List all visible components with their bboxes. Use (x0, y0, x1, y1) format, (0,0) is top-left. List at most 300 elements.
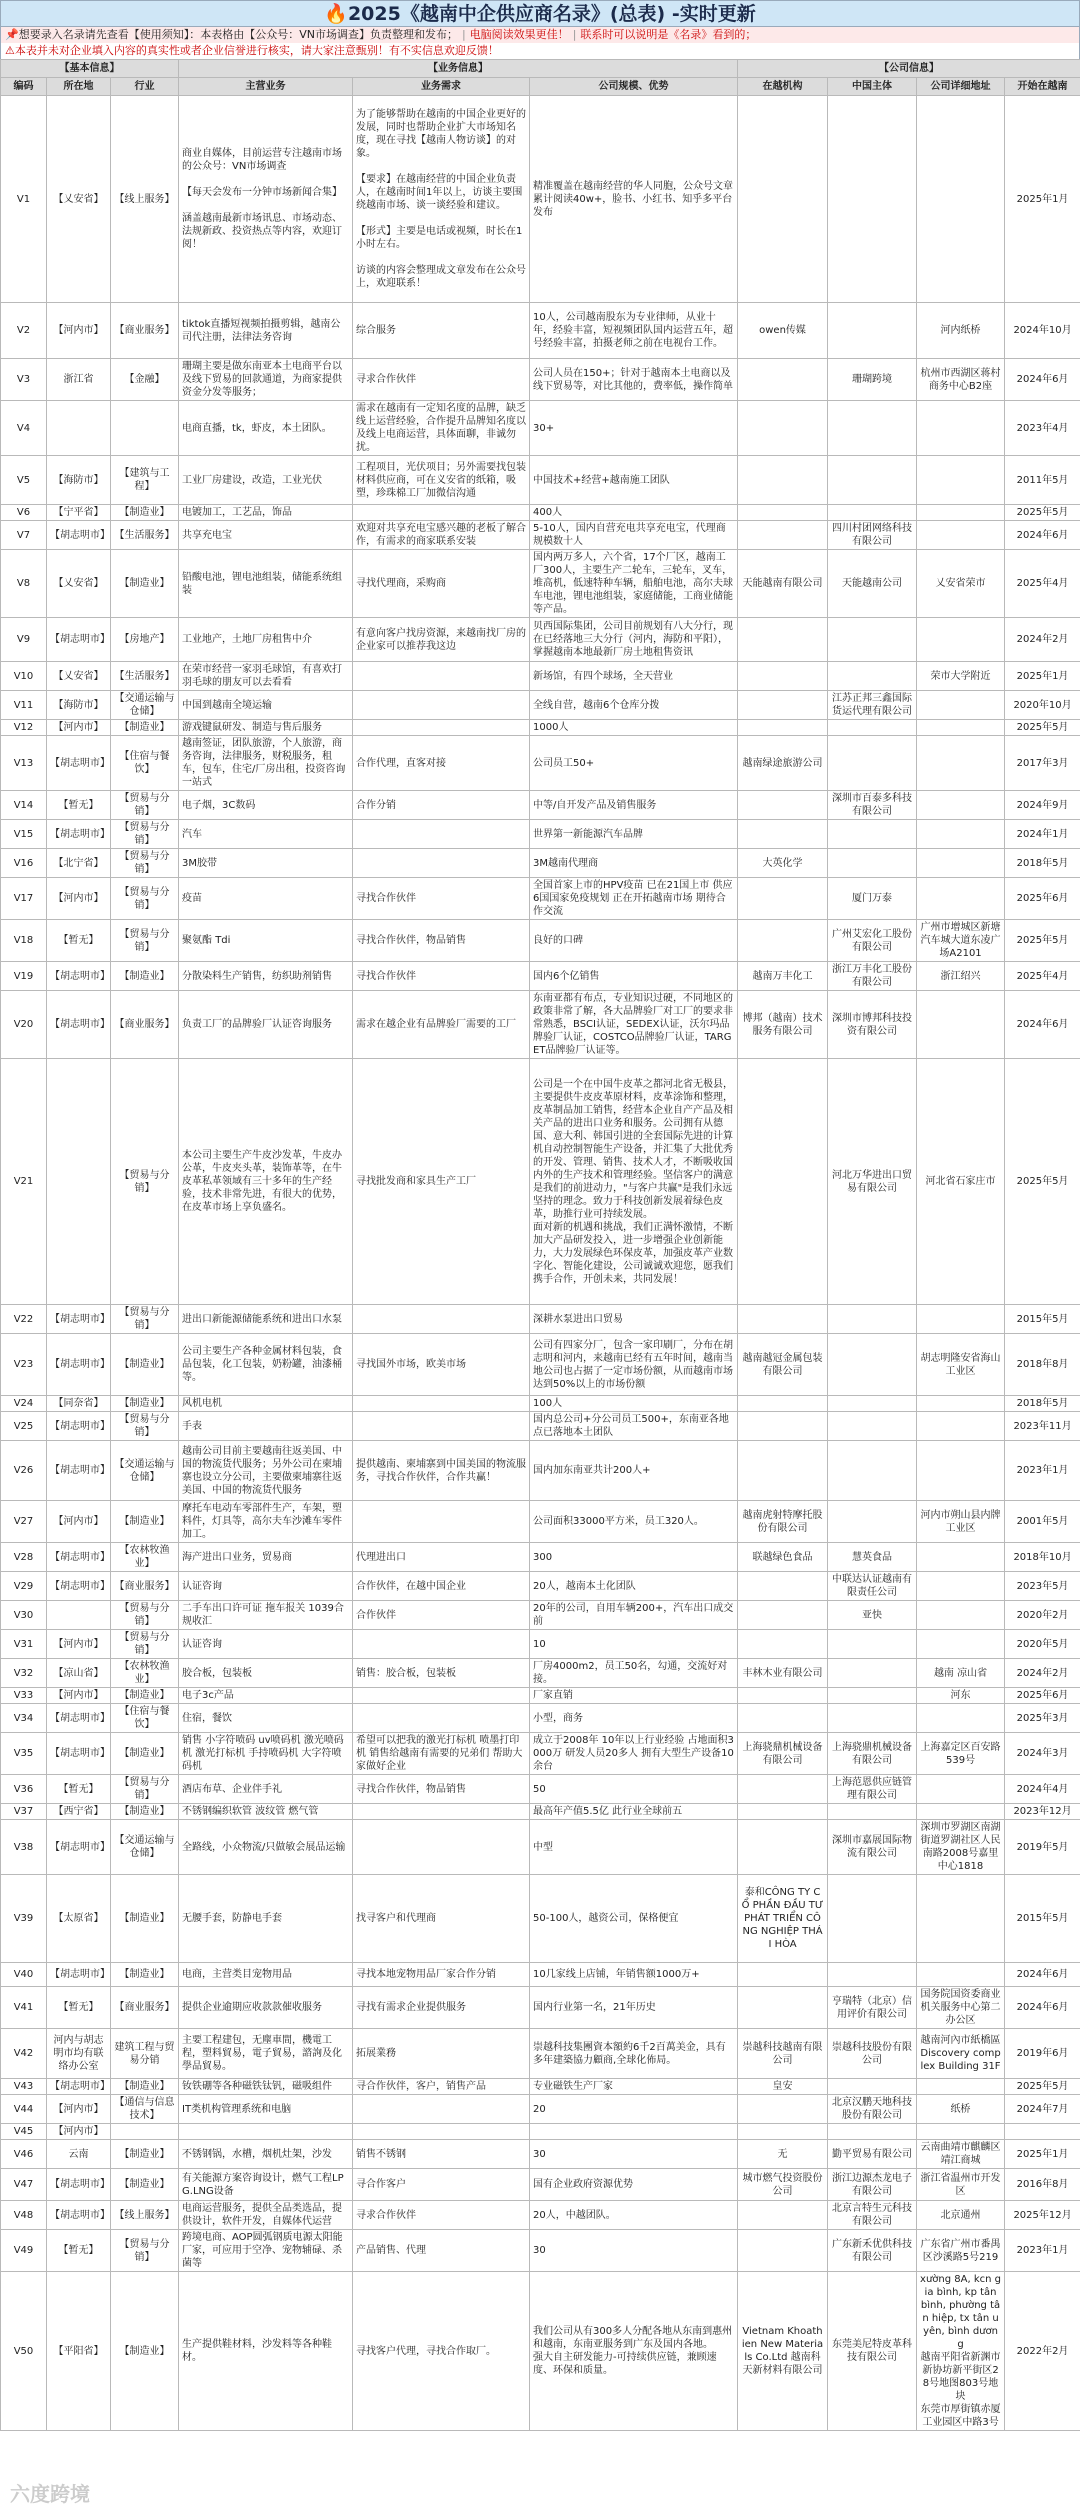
cell-id: V27 (1, 1501, 47, 1543)
cell-address (917, 96, 1005, 303)
cell-industry: 【贸易与分销】 (111, 920, 179, 962)
cell-main-business: 公司主要生产各种金属材料包装，食品包装，化工包装，奶粉罐，油漆桶等。 (179, 1334, 353, 1396)
table-row (1, 849, 1080, 878)
cell-main-business: 疫苗 (179, 878, 353, 920)
cell-location: 【胡志明市】 (47, 1334, 111, 1396)
cell-industry (111, 2124, 179, 2140)
cell-business-need (353, 1804, 530, 1820)
cell-industry: 【制造业】 (111, 962, 179, 991)
table-row (1, 359, 1080, 401)
cell-id: V3 (1, 359, 47, 401)
cell-vn-org: 越南越冠金属包装有限公司 (738, 1334, 828, 1396)
table-row (1, 791, 1080, 820)
cell-industry: 【贸易与分销】 (111, 1412, 179, 1441)
cell-cn-entity (828, 1501, 917, 1543)
cell-location: 【胡志明市】 (47, 1820, 111, 1875)
cell-address (917, 1704, 1005, 1733)
cell-main-business: 钕铁硼等各种磁铁钛钒，磁吸组件 (179, 2079, 353, 2095)
cell-start-date: 2024年3月 (1005, 1733, 1080, 1775)
cell-scale: 10人，公司越南股东为专业律师，从业十年，经验丰富，短视频团队国内运营五年，超号经验丰富，拍摄老师之前在电视台工作。 (530, 303, 738, 359)
cell-location: 【胡志明市】 (47, 820, 111, 849)
cell-business-need (353, 1688, 530, 1704)
cell-main-business: 电子烟，3C数码 (179, 791, 353, 820)
cell-industry: 【贸易与分销】 (111, 1305, 179, 1334)
cell-id: V35 (1, 1733, 47, 1775)
cell-vn-org (738, 1704, 828, 1733)
cell-scale: 20 (530, 2095, 738, 2124)
cell-id: V50 (1, 2272, 47, 2431)
cell-business-need: 产品销售、代理 (353, 2230, 530, 2272)
cell-industry: 【贸易与分销】 (111, 1630, 179, 1659)
cell-main-business: 全路线，小众物流/只做敏会展品运输 (179, 1820, 353, 1875)
cell-id: V33 (1, 1688, 47, 1704)
cell-start-date: 2025年1月 (1005, 2140, 1080, 2169)
cell-address (917, 691, 1005, 720)
cell-scale: 专业磁铁生产厂家 (530, 2079, 738, 2095)
cell-scale: 中国技术+经营+越南施工团队 (530, 456, 738, 505)
cell-industry: 【制造业】 (111, 550, 179, 618)
cell-cn-entity (828, 820, 917, 849)
cell-address (917, 1441, 1005, 1501)
cell-address (917, 1572, 1005, 1601)
cell-industry: 【制造业】 (111, 1334, 179, 1396)
usage-notice (0, 27, 1080, 43)
cell-start-date: 2025年4月 (1005, 550, 1080, 618)
table-row (1, 962, 1080, 991)
supplier-table (0, 59, 1080, 2431)
cell-cn-entity (828, 2124, 917, 2140)
cell-main-business: 无腰手套，防静电手套 (179, 1875, 353, 1963)
cell-scale: 国内两万多人，六个省，17个厂区，越南工厂300人，主要生产二轮车，三轮车，叉车，堆高机，低速特种车辆，船舶电池，高尔夫球车电池，锂电池组装，家庭储能，工商业储能等产品。 (530, 550, 738, 618)
notice-separator: | (461, 28, 466, 41)
cell-start-date (1005, 2124, 1080, 2140)
notice-part3: 联系时可以说明是《名录》看到的； (580, 28, 757, 41)
cell-vn-org (738, 1688, 828, 1704)
cell-business-need: 寻找合作伙伴，物品销售 (353, 920, 530, 962)
cell-business-need: 为了能够帮助在越南的中国企业更好的发展，同时也帮助企业扩大市场知名度，现在寻找【越南人物访谈】的对象。 【要求】在越南经营的中国企业负责人，在越南时间1年以上，访谈主要围绕越南市场、谈一谈经验和建议。 【形式】主要是电话或视频，时长在1小时左右。 访谈的内容会整理成文章发布在公众号上，欢迎联系！ (353, 96, 530, 303)
cell-address (917, 1412, 1005, 1441)
cell-id: V44 (1, 2095, 47, 2124)
group-header-basic: 【基本信息】 (1, 60, 179, 78)
table-row (1, 1963, 1080, 1987)
cell-address: 河北省石家庄市 (917, 1059, 1005, 1305)
cell-start-date: 2024年1月 (1005, 820, 1080, 849)
table-row (1, 820, 1080, 849)
cell-address (917, 878, 1005, 920)
cell-industry: 【贸易与分销】 (111, 849, 179, 878)
cell-start-date: 2024年4月 (1005, 1775, 1080, 1804)
cell-id: V23 (1, 1334, 47, 1396)
cell-industry (111, 401, 179, 456)
cell-industry: 【生活服务】 (111, 662, 179, 691)
cell-scale: 东南亚都有布点，专业知识过硬，不同地区的政策非常了解，各大品牌验厂对工厂的要求非常熟悉，BSCI认证，SEDEX认证，沃尔玛品牌验厂认证，COSTCO品牌验厂认证，TARGET品牌验厂认证等。 (530, 991, 738, 1059)
cell-start-date: 2015年5月 (1005, 1875, 1080, 1963)
cell-scale: 最高年产值5.5亿 此行业全球前五 (530, 1804, 738, 1820)
cell-scale: 30 (530, 2230, 738, 2272)
cell-location: 【河内市】 (47, 1688, 111, 1704)
cell-scale (530, 2124, 738, 2140)
cell-business-need: 销售：胶合板，包装板 (353, 1659, 530, 1688)
cell-scale: 1000人 (530, 720, 738, 736)
cell-main-business: 不锈钢编织软管 波纹管 燃气管 (179, 1804, 353, 1820)
table-row (1, 2140, 1080, 2169)
cell-start-date: 2016年8月 (1005, 2169, 1080, 2201)
cell-vn-org (738, 1412, 828, 1441)
cell-id: V8 (1, 550, 47, 618)
cell-industry: 建筑工程与贸易分销 (111, 2029, 179, 2079)
cell-industry: 【制造业】 (111, 505, 179, 521)
cell-id: V22 (1, 1305, 47, 1334)
cell-start-date: 2025年3月 (1005, 1704, 1080, 1733)
cell-industry: 【制造业】 (111, 2140, 179, 2169)
cell-vn-org (738, 820, 828, 849)
cell-cn-entity: 浙江边源杰龙电子有限公司 (828, 2169, 917, 2201)
cell-cn-entity (828, 1305, 917, 1334)
cell-cn-entity: 浙江万丰化工股份有限公司 (828, 962, 917, 991)
cell-cn-entity (828, 1875, 917, 1963)
table-row (1, 2169, 1080, 2201)
cell-vn-org (738, 1601, 828, 1630)
cell-main-business: 汽车 (179, 820, 353, 849)
cell-main-business: 不锈钢锅，水槽，烟机灶架，沙发 (179, 2140, 353, 2169)
group-header-company: 【公司信息】 (738, 60, 1080, 78)
cell-address: 荣市大学附近 (917, 662, 1005, 691)
cell-vn-org (738, 96, 828, 303)
cell-id: V49 (1, 2230, 47, 2272)
cell-business-need: 寻合作伙伴，客户，销售产品 (353, 2079, 530, 2095)
cell-business-need: 销售不锈钢 (353, 2140, 530, 2169)
cell-address (917, 849, 1005, 878)
cell-scale: 300 (530, 1543, 738, 1572)
cell-location: 【河内市】 (47, 303, 111, 359)
cell-main-business: 酒店布草、企业伴手礼 (179, 1775, 353, 1804)
cell-scale: 全线自营，越南6个仓库分拨 (530, 691, 738, 720)
cell-location: 【海防市】 (47, 456, 111, 505)
cell-main-business: 负责工厂的品牌验厂认证咨询服务 (179, 991, 353, 1059)
cell-scale: 厂房4000m2，员工50名，勾通，交流好对接。 (530, 1659, 738, 1688)
table-row (1, 1820, 1080, 1875)
cell-vn-org: 博邦（越南）技术服务有限公司 (738, 991, 828, 1059)
warning-icon: ⚠ (5, 44, 15, 57)
cell-main-business: 电商，主营类目宠物用品 (179, 1963, 353, 1987)
cell-cn-entity (828, 1441, 917, 1501)
cell-vn-org (738, 920, 828, 962)
cell-business-need: 寻求合作伙伴 (353, 359, 530, 401)
cell-cn-entity (828, 1412, 917, 1441)
cell-id: V7 (1, 521, 47, 550)
cell-location: 【太原省】 (47, 1875, 111, 1963)
cell-business-need: 寻找批发商和家具生产工厂 (353, 1059, 530, 1305)
cell-main-business: 工业厂房建设，改造，工业光伏 (179, 456, 353, 505)
table-row (1, 1601, 1080, 1630)
col-header-business-need: 业务需求 (353, 78, 530, 96)
cell-vn-org (738, 1441, 828, 1501)
cell-address (917, 820, 1005, 849)
cell-scale: 国内总公司+分公司员工500+，东南亚各地点已落地本土团队 (530, 1412, 738, 1441)
cell-location: 【河内市】 (47, 878, 111, 920)
cell-location: 【暂无】 (47, 1775, 111, 1804)
table-row (1, 1875, 1080, 1963)
cell-location: 【胡志明市】 (47, 521, 111, 550)
table-row (1, 2079, 1080, 2095)
cell-industry: 【交通运输与仓储】 (111, 1820, 179, 1875)
cell-location: 【河内市】 (47, 1630, 111, 1659)
cell-start-date: 2023年1月 (1005, 2230, 1080, 2272)
cell-scale: 10几家线上店铺，年销售额1000万+ (530, 1963, 738, 1987)
cell-address (917, 1775, 1005, 1804)
cell-address (917, 991, 1005, 1059)
cell-main-business: 共享充电宝 (179, 521, 353, 550)
group-header-row (1, 60, 1080, 78)
cell-location: 【胡志明市】 (47, 991, 111, 1059)
cell-address (917, 720, 1005, 736)
cell-scale: 我们公司从有300多人分配各地从东南到惠州和越南，东南亚服务到广东及国内各地。 强大自主研发能力-可持续供应链，兼顾速度、环保和质量。 (530, 2272, 738, 2431)
table-row (1, 1334, 1080, 1396)
cell-business-need (353, 1820, 530, 1875)
cell-start-date: 2025年5月 (1005, 720, 1080, 736)
cell-location: 【胡志明市】 (47, 1733, 111, 1775)
cell-vn-org (738, 2201, 828, 2230)
cell-id: V10 (1, 662, 47, 691)
cell-industry: 【制造业】 (111, 2169, 179, 2201)
cell-main-business: 跨境电商、AOP圆弧钢质电源太阳能厂家，可应用于空净、宠物辅碌、杀菌等 (179, 2230, 353, 2272)
cell-scale: 成立于2008年 10年以上行业经验 占地面积3000万 研发人员20多人 拥有大型生产设备10余台 (530, 1733, 738, 1775)
cell-vn-org (738, 521, 828, 550)
cell-industry: 【贸易与分销】 (111, 1059, 179, 1305)
cell-industry: 【金融】 (111, 359, 179, 401)
cell-cn-entity: 亨瑞特（北京）信用评价有限公司 (828, 1987, 917, 2029)
cell-id: V2 (1, 303, 47, 359)
cell-id: V38 (1, 1820, 47, 1875)
cell-start-date: 2025年12月 (1005, 2201, 1080, 2230)
cell-address (917, 1396, 1005, 1412)
cell-industry: 【制造业】 (111, 720, 179, 736)
cell-business-need: 寻找合作伙伴 (353, 962, 530, 991)
cell-scale: 公司面积33000平方米，员工320人。 (530, 1501, 738, 1543)
disclaimer-text: 本表并未对企业填入内容的真实性或者企业信誉进行核实，请大家注意甄别！有不实信息欢迎反馈！ (14, 44, 499, 57)
cell-cn-entity (828, 1630, 917, 1659)
cell-scale: 中型 (530, 1820, 738, 1875)
cell-main-business: 认证咨询 (179, 1630, 353, 1659)
cell-vn-org (738, 2124, 828, 2140)
cell-business-need: 合作伙伴，在越中国企业 (353, 1572, 530, 1601)
cell-scale: 国有企业政府资源优势 (530, 2169, 738, 2201)
cell-main-business: 摩托车电动车零部件生产，车架，塑料件，灯具等，高尔夫车沙滩车零件加工。 (179, 1501, 353, 1543)
cell-business-need: 综合服务 (353, 303, 530, 359)
cell-address (917, 736, 1005, 791)
cell-main-business: 住宿，餐饮 (179, 1704, 353, 1733)
cell-main-business: 商业自媒体，目前运营专注越南市场的公众号：VN市场调查 【每天会发布一分钟市场新闻合集】 涵盖越南最新市场讯息、市场动态、法规新政、投资热点等内容，欢迎订阅！ (179, 96, 353, 303)
cell-start-date: 2020年5月 (1005, 1630, 1080, 1659)
cell-cn-entity (828, 505, 917, 521)
cell-main-business: 有关能源方案咨询设计，燃气工程LPG.LNG设备 (179, 2169, 353, 2201)
cell-industry: 【制造业】 (111, 1804, 179, 1820)
cell-industry: 【线上服务】 (111, 96, 179, 303)
cell-location: 【河内市】 (47, 1501, 111, 1543)
table-row (1, 1688, 1080, 1704)
notice-part2: 电脑阅读效果更佳！ (469, 28, 569, 41)
cell-id: V47 (1, 2169, 47, 2201)
cell-location: 【同奈省】 (47, 1396, 111, 1412)
table-row (1, 2230, 1080, 2272)
cell-industry: 【制造业】 (111, 1396, 179, 1412)
cell-industry: 【农林牧渔业】 (111, 1543, 179, 1572)
cell-start-date: 2025年1月 (1005, 96, 1080, 303)
cell-location: 【海防市】 (47, 691, 111, 720)
cell-id: V32 (1, 1659, 47, 1688)
cell-id: V18 (1, 920, 47, 962)
cell-industry: 【制造业】 (111, 1733, 179, 1775)
cell-business-need (353, 1412, 530, 1441)
page-title (0, 0, 1080, 27)
cell-start-date: 2018年8月 (1005, 1334, 1080, 1396)
table-row (1, 2272, 1080, 2431)
group-header-business: 【业务信息】 (179, 60, 738, 78)
cell-start-date: 2024年6月 (1005, 991, 1080, 1059)
notice-part1: 想要录入名录请先查看【使用须知】：本表格由【公众号：VN市场调查】负责整理和发布； (18, 28, 458, 41)
cell-vn-org: owen传媒 (738, 303, 828, 359)
cell-address (917, 505, 1005, 521)
cell-scale: 深耕水泵进出口贸易 (530, 1305, 738, 1334)
cell-industry: 【商业服务】 (111, 991, 179, 1059)
cell-industry: 【制造业】 (111, 1875, 179, 1963)
table-row (1, 1659, 1080, 1688)
cell-start-date: 2025年1月 (1005, 662, 1080, 691)
cell-location: 【暂无】 (47, 1987, 111, 2029)
cell-industry: 【贸易与分销】 (111, 1601, 179, 1630)
cell-cn-entity: 深圳市百泰多科技有限公司 (828, 791, 917, 820)
cell-address: 河内市朔山县内牌工业区 (917, 1501, 1005, 1543)
cell-industry: 【制造业】 (111, 2272, 179, 2431)
cell-address: 河东 (917, 1688, 1005, 1704)
cell-vn-org: 联越绿色食品 (738, 1543, 828, 1572)
cell-industry: 【制造业】 (111, 2079, 179, 2095)
cell-vn-org: Vietnam Khoathien New Materials Co.Ltd 越南科天新材料有限公司 (738, 2272, 828, 2431)
table-row (1, 720, 1080, 736)
cell-location: 【胡志明市】 (47, 618, 111, 662)
cell-cn-entity: 河北万华进出口贸易有限公司 (828, 1059, 917, 1305)
cell-cn-entity: 天能越南公司 (828, 550, 917, 618)
cell-industry: 【农林牧渔业】 (111, 1659, 179, 1688)
cell-id: V26 (1, 1441, 47, 1501)
cell-location: 【暂无】 (47, 2230, 111, 2272)
cell-id: V41 (1, 1987, 47, 2029)
cell-scale: 新场馆，有四个球场，全天营业 (530, 662, 738, 691)
cell-address: 浙江绍兴 (917, 962, 1005, 991)
cell-location (47, 1601, 111, 1630)
cell-cn-entity: 四川村团网络科技有限公司 (828, 521, 917, 550)
cell-business-need (353, 1305, 530, 1334)
cell-start-date: 2025年4月 (1005, 962, 1080, 991)
cell-industry: 【贸易与分销】 (111, 878, 179, 920)
cell-start-date: 2001年5月 (1005, 1501, 1080, 1543)
cell-location: 【胡志明市】 (47, 1704, 111, 1733)
cell-scale: 世界第一新能源汽车品牌 (530, 820, 738, 849)
table-row (1, 1501, 1080, 1543)
cell-vn-org: 丰林木业有限公司 (738, 1659, 828, 1688)
cell-cn-entity: 北京言特生元科技有限公司 (828, 2201, 917, 2230)
cell-id: V31 (1, 1630, 47, 1659)
table-row (1, 1059, 1080, 1305)
cell-cn-entity: 中联达认证越南有限责任公司 (828, 1572, 917, 1601)
cell-id: V46 (1, 2140, 47, 2169)
cell-main-business: 在荣市经营一家羽毛球馆，有喜欢打羽毛球的朋友可以去看看 (179, 662, 353, 691)
cell-business-need: 找寻客户和代理商 (353, 1875, 530, 1963)
cell-main-business: 电商直播，tk，虾皮，本土团队。 (179, 401, 353, 456)
cell-business-need (353, 2124, 530, 2140)
cell-cn-entity (828, 96, 917, 303)
cell-cn-entity (828, 849, 917, 878)
cell-vn-org (738, 1775, 828, 1804)
col-header-industry: 行业 (111, 78, 179, 96)
cell-scale: 精准覆盖在越南经营的华人同胞，公众号文章累计阅读40w+，脸书、小红书、知乎多平台发布 (530, 96, 738, 303)
cell-vn-org (738, 662, 828, 691)
cell-vn-org (738, 720, 828, 736)
cell-id: V42 (1, 2029, 47, 2079)
cell-industry: 【房地产】 (111, 618, 179, 662)
cell-industry: 【住宿与餐饮】 (111, 736, 179, 791)
cell-scale: 良好的口碑 (530, 920, 738, 962)
cell-address (917, 618, 1005, 662)
cell-business-need: 合作代理，直客对接 (353, 736, 530, 791)
cell-business-need (353, 505, 530, 521)
col-header-location: 所在地 (47, 78, 111, 96)
col-header-scale: 公司规模、优势 (530, 78, 738, 96)
cell-start-date: 2025年6月 (1005, 878, 1080, 920)
cell-id: V6 (1, 505, 47, 521)
cell-business-need: 寻合作客户 (353, 2169, 530, 2201)
cell-scale: 贝西国际集团，公司目前规划有八大分行，现在已经落地三大分行（河内，海防和平阳），掌握越南本地最新厂房土地租售资讯 (530, 618, 738, 662)
col-header-start-date: 开始在越南 (1005, 78, 1080, 96)
cell-cn-entity: 上海骁鼎机械设备有限公司 (828, 1733, 917, 1775)
cell-business-need: 拓展業務 (353, 2029, 530, 2079)
table-row (1, 991, 1080, 1059)
cell-vn-org (738, 618, 828, 662)
cell-business-need: 合作伙伴 (353, 1601, 530, 1630)
cell-industry: 【制造业】 (111, 1963, 179, 1987)
cell-main-business: 3M胶带 (179, 849, 353, 878)
cell-industry: 【通信与信息技术】 (111, 2095, 179, 2124)
table-row (1, 662, 1080, 691)
cell-address: 乂安省荣市 (917, 550, 1005, 618)
cell-start-date: 2011年5月 (1005, 456, 1080, 505)
cell-industry: 【建筑与工程】 (111, 456, 179, 505)
cell-vn-org (738, 359, 828, 401)
cell-cn-entity (828, 1688, 917, 1704)
cell-scale: 20人，越南本土化团队 (530, 1572, 738, 1601)
cell-address (917, 1630, 1005, 1659)
cell-location: 【河内市】 (47, 2124, 111, 2140)
cell-location: 【胡志明市】 (47, 1572, 111, 1601)
cell-id: V17 (1, 878, 47, 920)
cell-scale: 国内加东南亚共计200人+ (530, 1441, 738, 1501)
cell-address (917, 456, 1005, 505)
cell-main-business: 聚氨酯 Tdi (179, 920, 353, 962)
cell-business-need: 寻找代理商，采购商 (353, 550, 530, 618)
cell-id: V21 (1, 1059, 47, 1305)
table-row (1, 1412, 1080, 1441)
cell-address (917, 1804, 1005, 1820)
cell-main-business: 手表 (179, 1412, 353, 1441)
cell-scale: 中等/自开发产品及销售服务 (530, 791, 738, 820)
fire-icon: 🔥 (324, 3, 348, 25)
cell-scale: 公司有四家分厂，包含一家印刷厂，分布在胡志明和河内，来越南已经有五年时间，越南当地公司也占据了一定市场份额，从而越南市场达到50%以上的市场份额 (530, 1334, 738, 1396)
cell-start-date: 2023年1月 (1005, 1441, 1080, 1501)
pin-icon: 📌 (5, 28, 19, 41)
cell-cn-entity: 广东新禾优供科技有限公司 (828, 2230, 917, 2272)
cell-location: 【胡志明市】 (47, 2201, 111, 2230)
cell-main-business: 二手车出口许可证 拖车报关 1039合规收汇 (179, 1601, 353, 1630)
